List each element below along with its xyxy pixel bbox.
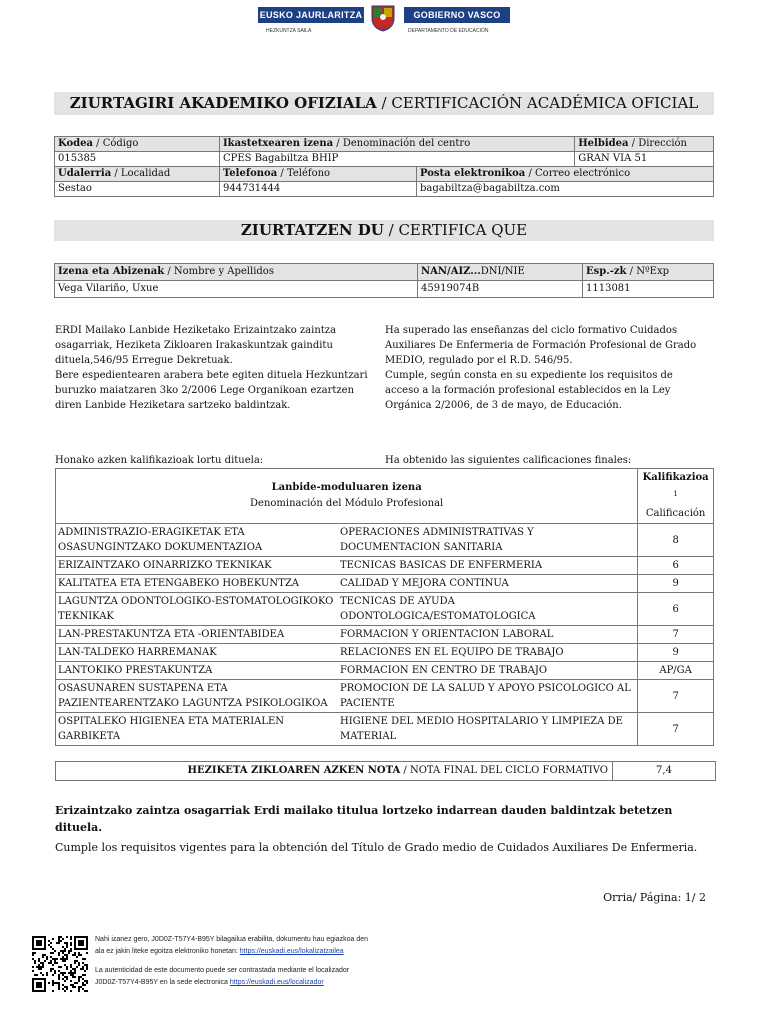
center-address: GRAN VIA 51 [575,152,714,167]
module-name-eu: OSPITALEKO HIGIENEA ETA MATERIALEN GARBIKETA [56,713,339,746]
exp-label-es: NºExp [636,266,670,277]
module-name-es: OPERACIONES ADMINISTRATIVAS Y DOCUMENTACION SANITARIA [338,524,638,557]
grades-table [55,468,714,746]
module-name-eu: OSASUNAREN SUSTAPENA ETA PAZIENTEARENTZAKO LAGUNTZA PSIKOLOGIKOA [56,680,339,713]
module-header-es: Denominación del Módulo Profesional [250,498,444,510]
code-label-es: Código [102,138,139,149]
final-grade-label-es: NOTA FINAL DEL CICLO FORMATIVO [409,765,608,776]
footer-eu [95,934,425,958]
logo-right-text: GOBIERNO VASCO [404,7,510,23]
center-name: CPES Bagabiltza BHIP [220,152,575,167]
phone-label-es: Teléfono [286,168,331,179]
page-number: Orria/ Página: 1/ 2 [603,891,706,904]
eu-paragraph-1: ERDI Mailako Lanbide Heziketako Erizaintzako zaintza osagarriak, Heziketa Zikloaren Irakaskuntzak gainditu dituela,546/95 Erregue Dekretuak. [55,325,337,366]
module-name-eu: LAGUNTZA ODONTOLOGIKO-ESTOMATOLOGIKOKO TEKNIKAK [56,593,339,626]
footer-eu-link[interactable]: https://euskadi.eus/lokalizatzailea [239,948,344,955]
grade-header [638,469,714,524]
grade-header-footnote: 1 [673,490,678,498]
module-grade: 6 [638,557,714,575]
module-grade: 8 [638,524,714,557]
student-name-label-eu: Izena eta Abizenak [58,266,165,277]
email-label-eu: Posta elektronikoa [420,168,526,179]
email-label-es: Correo electrónico [535,168,631,179]
module-name-es: RELACIONES EN EL EQUIPO DE TRABAJO [338,644,638,662]
grade-row [56,680,714,713]
dni-label-es: DNI/NIE [480,266,525,277]
statement-es: Cumple los requisitos vigentes para la obtención del Título de Grado medio de Cuidados Auxiliares De Enfermeria. [55,841,698,854]
module-grade: 7 [638,680,714,713]
coat-of-arms-icon [366,4,400,32]
module-header [56,469,638,524]
module-name-eu: LANTOKIKO PRESTAKUNTZA [56,662,339,680]
center-table: Kodea / Código Ikastetxearen izena / Denominación del centro Helbidea / Dirección 015385 CPES Bagabiltza BHIP GRAN VIA 51 Udalerria / Localidad Telefonoa / Teléfono Posta elektronikoa / Correo electrónico Sestao 944731444 bagabiltza@bagabiltza.com [54,136,714,197]
module-name-eu: LAN-TALDEKO HARREMANAK [56,644,339,662]
module-name-es: TECNICAS BASICAS DE ENFERMERIA [338,557,638,575]
center-name-label-es: Denominación del centro [342,138,471,149]
module-name-eu: ADMINISTRAZIO-ERAGIKETAK ETA OSASUNGINTZAKO DOKUMENTAZIOA [56,524,339,557]
grade-row [56,662,714,680]
final-grade-value: 7,4 [656,765,672,776]
grade-header-eu: Kalifikazioa [642,472,709,483]
grade-row [56,593,714,626]
module-name-es: CALIDAD Y MEJORA CONTINUA [338,575,638,593]
module-name-eu: LAN-PRESTAKUNTZA ETA -ORIENTABIDEA [56,626,339,644]
grades-intro-es: Ha obtenido las siguientes calificaciones finales: [385,455,632,466]
final-grade-label: HEZIKETA ZIKLOAREN AZKEN NOTA / NOTA FINAL DEL CICLO FORMATIVO [56,762,613,780]
center-code: 015385 [55,152,220,167]
title-es: CERTIFICACIÓN ACADÉMICA OFICIAL [391,94,699,112]
footer-es-line2: J0D0Z-T57Y4-B95Y en la sede electronica [95,979,228,986]
module-name-es: FORMACION EN CENTRO DE TRABAJO [338,662,638,680]
grade-header-es: Calificación [645,508,706,520]
center-town: Sestao [55,182,220,197]
module-header-eu: Lanbide-moduluaren izena [271,482,422,494]
exp-label-eu: Esp.-zk [586,266,627,277]
statement-eu: Erizaintzako zaintza osagarriak Erdi mailako titulua lortzeko indarrean dauden baldintzak betetzen dituela. [55,804,673,834]
certifies-eu: ZIURTATZEN DU [240,221,384,239]
address-label-eu: Helbidea [578,138,629,149]
module-name-eu: KALITATEA ETA ETENGABEKO HOBEKUNTZA [56,575,339,593]
grade-row [56,626,714,644]
logo-left-text: EUSKO JAURLARITZA [258,7,364,23]
module-grade: 6 [638,593,714,626]
grades-intro-eu: Honako azken kalifikazioak lortu dituela: [55,455,264,466]
logo-right-sub: DEPARTAMENTO DE EDUCACIÓN [408,28,489,34]
student-exp: 1113081 [583,281,714,298]
module-name-eu: ERIZAINTZAKO OINARRIZKO TEKNIKAK [56,557,339,575]
student-dni: 45919074B [418,281,583,298]
grade-row [56,557,714,575]
code-label-eu: Kodea [58,138,93,149]
student-name: Vega Vilariño, Uxue [55,281,418,298]
logo-left-sub: HEZKUNTZA SAILA [266,28,312,34]
module-name-es: PROMOCION DE LA SALUD Y APOYO PSICOLOGICO AL PACIENTE [338,680,638,713]
module-name-es: HIGIENE DEL MEDIO HOSPITALARIO Y LIMPIEZA DE MATERIAL [338,713,638,746]
dni-label-eu: NAN/AIZ... [421,266,481,277]
footer-es-link[interactable]: https://euskadi.eus/localizador [229,979,324,986]
module-grade: AP/GA [638,662,714,680]
address-label-es: Dirección [638,138,687,149]
final-grade-row [55,761,716,781]
student-table: Izena eta Abizenak / Nombre y Apellidos NAN/AIZ...DNI/NIE Esp.-zk / NºExp Vega Vilariño, Uxue 45919074B 1113081 [54,263,714,298]
phone-label-eu: Telefonoa [223,168,278,179]
student-name-label-es: Nombre y Apellidos [173,266,274,277]
module-name-es: TECNICAS DE AYUDA ODONTOLOGICA/ESTOMATOLOGICA [338,593,638,626]
footer-eu-line1: Nahi izanez gero, J0D0Z-T57Y4-B95Y bilagailua erabilita, dokumentu hau egiazkoa den [95,936,369,943]
certifies-es: CERTIFICA QUE [398,221,528,239]
certifies-heading: ZIURTATZEN DU / CERTIFICA QUE [54,220,714,241]
center-name-label-eu: Ikastetxearen izena [223,138,334,149]
module-grade: 9 [638,644,714,662]
grade-row [56,524,714,557]
body-text-eu [55,323,380,413]
qr-code-icon [32,936,88,992]
module-name-es: FORMACION Y ORIENTACION LABORAL [338,626,638,644]
module-grade: 7 [638,626,714,644]
grade-row [56,644,714,662]
footer-es-line1: La autenticidad de este documento puede ser contrastada mediante el localizador [95,967,350,974]
town-label-eu: Udalerria [58,168,112,179]
eu-paragraph-2: Bere espedientearen arabera bete egiten dituela Hezkuntzari buruzko maiatzaren 3ko 2/2006 Lege Organikoan ezartzen diren Lanbide Heziketara sartzeko baldintzak. [55,370,368,411]
es-paragraph-2: Cumple, según consta en su expediente los requisitos de acceso a la formación profesional establecidos en la Ley Orgánica 2/2006, de 3 de mayo, de Educación. [385,370,673,411]
grade-row [56,713,714,746]
es-paragraph-1: Ha superado las enseñanzas del ciclo formativo Cuidados Auxiliares De Enfermeria de Formación Profesional de Grado MEDIO, regulado por el R.D. 546/95. [385,325,697,366]
town-label-es: Localidad [120,168,171,179]
government-logo [258,4,510,40]
center-email: bagabiltza@bagabiltza.com [417,182,714,197]
document-title: ZIURTAGIRI AKADEMIKO OFIZIALA / CERTIFICACIÓN ACADÉMICA OFICIAL [54,92,714,115]
footer-es [95,965,425,989]
module-grade: 7 [638,713,714,746]
module-grade: 9 [638,575,714,593]
grade-row [56,575,714,593]
title-eu: ZIURTAGIRI AKADEMIKO OFIZIALA [69,94,377,112]
footer-eu-line2: ala ez jakin liteke egoitza elektroniko honetan: [95,948,238,955]
body-text-es [385,323,710,413]
final-grade-label-eu: HEZIKETA ZIKLOAREN AZKEN NOTA [187,765,401,776]
center-phone: 944731444 [220,182,417,197]
